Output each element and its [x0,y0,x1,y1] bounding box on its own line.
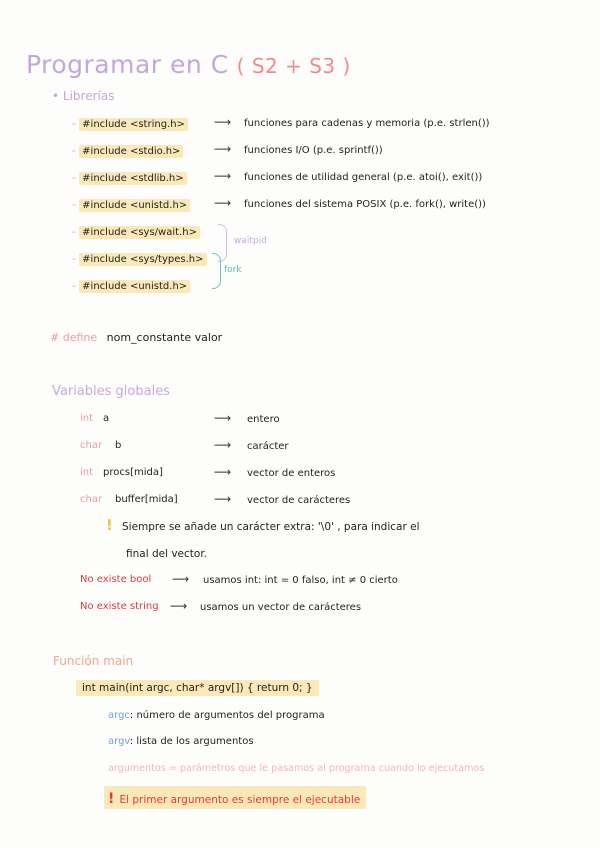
var-type: char [80,440,103,451]
arrow-icon: ⟶ [214,411,232,425]
warning-box [104,786,366,809]
arrow-icon: ⟶ [214,465,232,479]
library-desc: funciones para cadenas y memoria (p.e. strlen()) [244,118,490,129]
string-label: No existe string [80,601,159,612]
include-directive: #include <string.h> [79,118,188,131]
var-type: int [80,467,94,478]
var-desc: vector de carácteres [247,495,351,506]
dash: - [72,252,76,265]
arrow-icon: ⟶ [214,142,232,156]
note-line-1: Siempre se añade un carácter extra: '\0' , para indicar el [122,521,420,533]
dash: - [72,225,76,238]
var-desc: carácter [247,441,289,452]
argv-desc: : lista de los argumentos [129,736,254,747]
dash: - [72,171,76,184]
main-heading: Función main [53,654,134,668]
include-directive: #include <sys/types.h> [79,253,206,266]
library-desc: funciones del sistema POSIX (p.e. fork(), write()) [244,199,486,210]
var-name: a [103,413,110,424]
main-signature: int main(int argc, char* argv[]) { return 0; } [76,680,319,696]
define-keyword: # define [50,331,98,344]
fork-bracket [212,253,221,289]
argc-line [108,710,325,721]
argv-line [108,736,254,747]
library-row [72,198,190,211]
include-directive: #include <stdio.h> [79,145,183,158]
library-row [72,225,200,238]
fork-label: fork [224,265,242,275]
page-title [26,50,351,79]
define-line [50,331,222,344]
dash: - [72,279,76,292]
include-directive: #include <unistd.h> [79,199,190,212]
library-row [72,252,207,265]
argc-desc: : número de argumentos del programa [129,710,325,721]
note-exclamation-icon: ! [106,516,113,534]
globales-heading: Variables globales [52,384,170,399]
argumentos-definition: argumentos = parámetros que le pasamos al programa cuando lo ejecutamos [108,763,485,774]
var-name: buffer[mida] [115,494,178,505]
var-type: int [80,413,94,424]
bool-label: No existe bool [80,574,152,585]
arrow-icon: ⟶ [214,196,232,210]
dash: - [72,117,76,130]
warning-text: El primer argumento es siempre el ejecutable [119,794,361,806]
title-sub: ( S2 + S3 ) [236,54,351,78]
dash: - [72,198,76,211]
arrow-icon: ⟶ [172,572,190,586]
include-directive: #include <unistd.h> [79,280,190,293]
arrow-icon: ⟶ [214,115,232,129]
waitpid-label: waitpid [234,236,267,246]
library-row [72,171,187,184]
librerias-heading: • Librerías [52,89,115,103]
library-row [72,144,183,157]
argc-key: argc [108,710,130,721]
arrow-icon: ⟶ [214,438,232,452]
var-desc: entero [247,414,280,425]
var-name: b [115,440,122,451]
string-desc: usamos un vector de carácteres [200,602,362,613]
arrow-icon: ⟶ [214,169,232,183]
include-directive: #include <stdlib.h> [79,172,186,185]
argv-key: argv [108,736,130,747]
library-row [72,117,188,130]
var-type: char [80,494,103,505]
title-main: Programar en C [26,50,229,79]
library-row [72,279,190,292]
include-directive: #include <sys/wait.h> [79,226,200,239]
arrow-icon: ⟶ [170,599,188,613]
var-name: procs[mida] [103,467,163,478]
library-desc: funciones I/O (p.e. sprintf()) [244,145,383,156]
arrow-icon: ⟶ [214,492,232,506]
var-desc: vector de enteros [247,468,336,479]
library-desc: funciones de utilidad general (p.e. atoi(), exit()) [244,172,483,183]
bool-desc: usamos int: int = 0 falso, int ≠ 0 cierto [203,575,398,586]
dash: - [72,144,76,157]
note-line-2: final del vector. [126,548,208,560]
warning-exclamation-icon: ! [108,791,115,807]
define-rest: nom_constante valor [106,331,223,344]
